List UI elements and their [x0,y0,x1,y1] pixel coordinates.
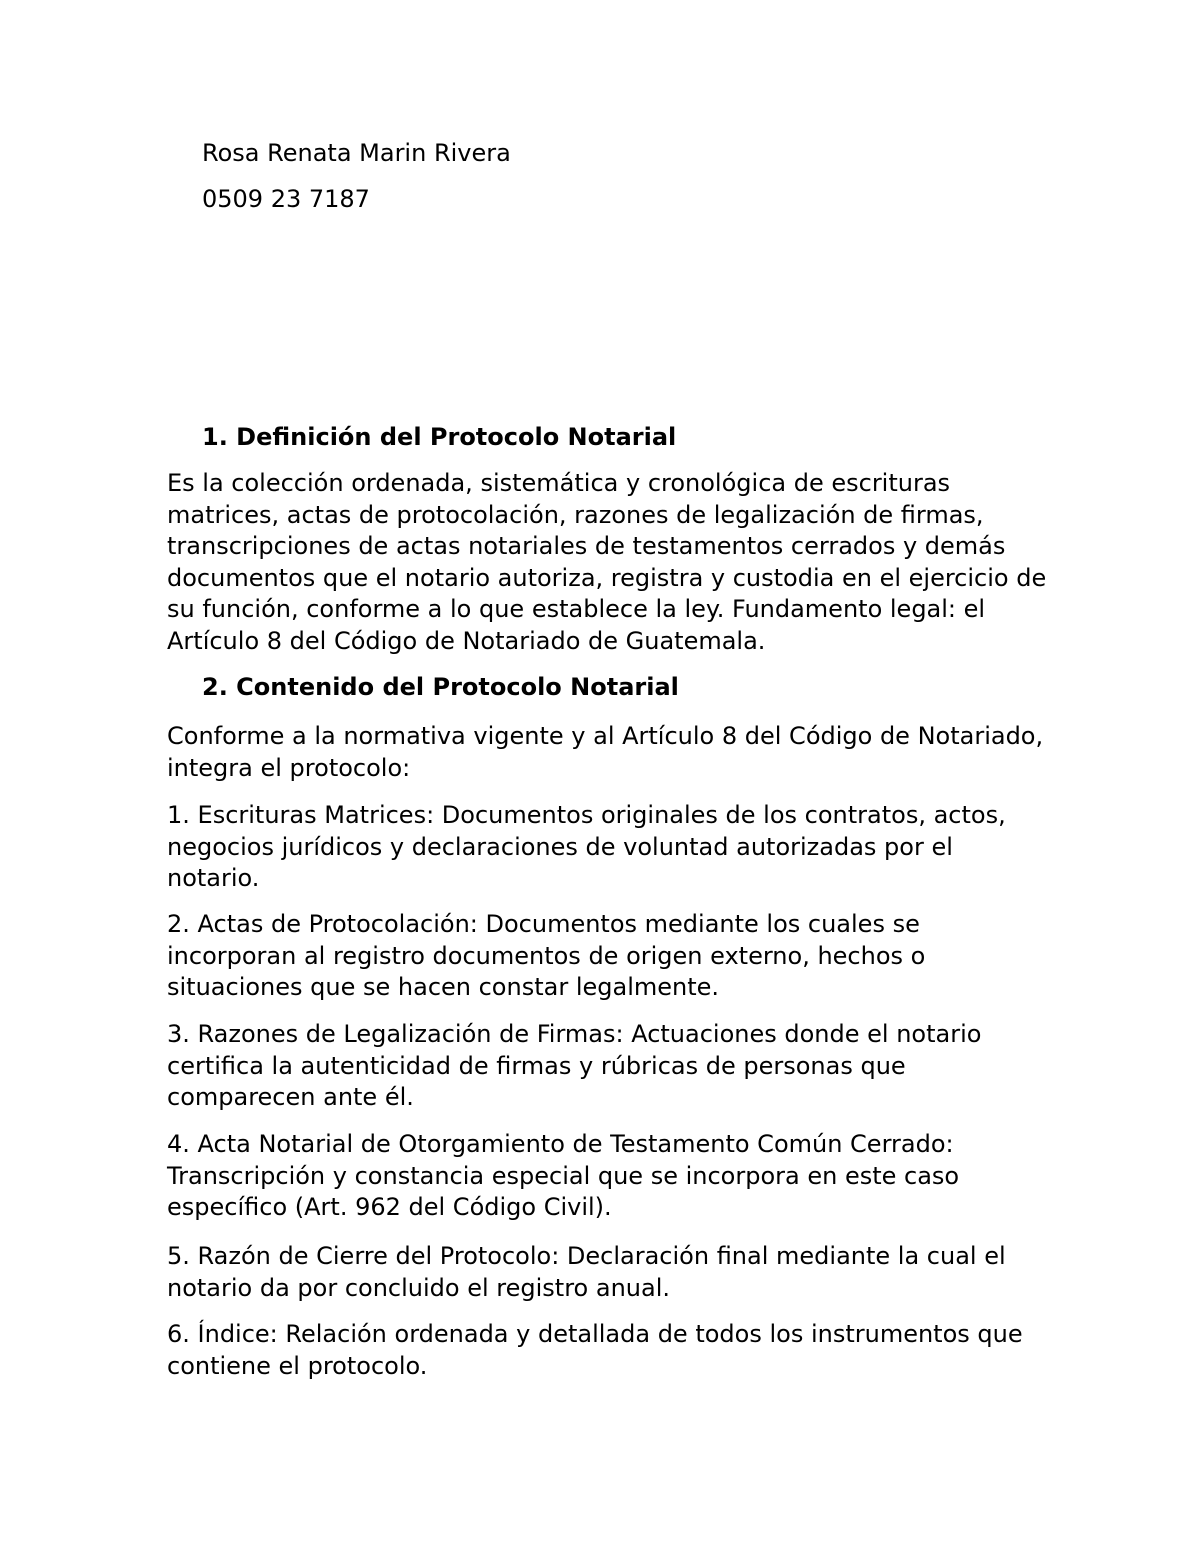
list-item [167,1019,1047,1114]
author-name: Rosa Renata Marin Rivera [202,139,511,167]
text-line: contiene el protocolo. [167,1351,428,1380]
text-line: comparecen ante él. [167,1083,414,1111]
text-line: Es la colección ordenada, sistemática y cronológica de escrituras [167,469,951,497]
text-line: Transcripción y constancia especial que se incorpora en este caso [167,1161,960,1190]
text-line: 1. Escrituras Matrices: Documentos originales de los contratos, actos, [167,801,1006,829]
text-line: matrices, actas de protocolación, razones de legalización de firmas, [167,500,984,529]
text-line: su función, conforme a lo que establece la ley. Fundamento legal: el [167,595,986,623]
section-1-heading: 1. Definición del Protocolo Notarial [202,423,677,451]
text-line: notario. [167,864,260,892]
text-line: 4. Acta Notarial de Otorgamiento de Testamento Común Cerrado: [167,1130,954,1158]
text-line: integra el protocolo: [167,753,411,782]
text-line: incorporan al registro documentos de origen externo, hechos o [167,941,926,970]
text-line: transcripciones de actas notariales de testamentos cerrados y demás [167,532,1006,560]
text-line: certifica la autenticidad de firmas y rúbricas de personas que [167,1051,906,1080]
list-item [167,909,1047,1004]
text-line: específico (Art. 962 del Código Civil). [167,1193,612,1221]
text-line: Artículo 8 del Código de Notariado de Guatemala. [167,626,766,655]
text-line: negocios jurídicos y declaraciones de voluntad autorizadas por el [167,832,953,861]
list-item [167,1319,1047,1382]
text-line: situaciones que se hacen constar legalmente. [167,973,720,1001]
text-line: 6. Índice: Relación ordenada y detallada de todos los instrumentos que [167,1320,1023,1348]
text-line: notario da por concluido el registro anual. [167,1273,670,1302]
section-1-paragraph [167,468,1047,657]
section-2-heading: 2. Contenido del Protocolo Notarial [202,673,679,701]
list-item [167,800,1047,895]
list-item [167,1241,1047,1304]
list-item [167,1129,1047,1224]
text-line: documentos que el notario autoriza, registra y custodia en el ejercicio de [167,563,1047,592]
text-line: Conforme a la normativa vigente y al Artículo 8 del Código de Notariado, [167,722,1044,750]
section-2-intro [167,721,1047,784]
text-line: 3. Razones de Legalización de Firmas: Actuaciones donde el notario [167,1020,982,1048]
text-line: 2. Actas de Protocolación: Documentos mediante los cuales se [167,910,920,938]
author-id: 0509 23 7187 [202,185,370,213]
text-line: 5. Razón de Cierre del Protocolo: Declaración final mediante la cual el [167,1242,1006,1270]
